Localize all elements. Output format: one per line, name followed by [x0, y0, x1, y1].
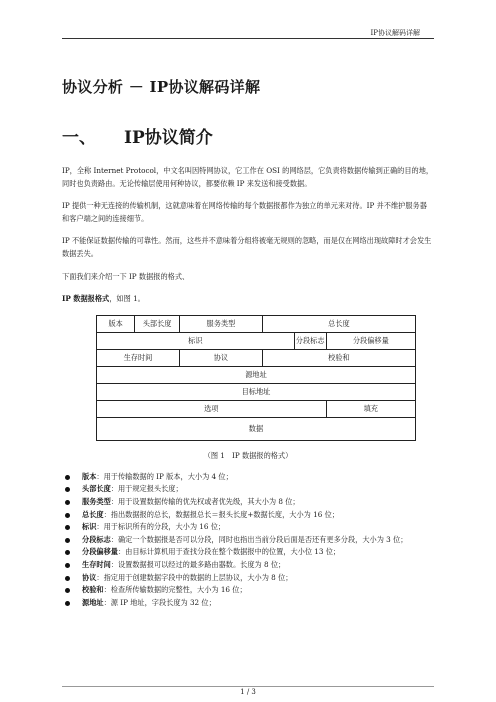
field-desc: ：检查所传输数据的完整性，大小为 16 位； — [103, 585, 247, 595]
table-row — [97, 332, 416, 349]
table-cell: 数据 — [97, 417, 416, 440]
field-name: 版本 — [82, 471, 97, 481]
table-cell: 目标地址 — [97, 383, 416, 400]
table-cell: 分段偏移量 — [326, 332, 415, 349]
section-heading — [62, 123, 434, 148]
field-desc: ：用于设置数据传输的优先权或者优先级，其大小为 8 位； — [110, 496, 300, 506]
field-name: 服务类型 — [82, 496, 111, 506]
field-desc: ：用于标识所有的分段，大小为 16 位； — [96, 522, 226, 532]
section-number: 一、 — [62, 128, 96, 148]
list-item — [62, 597, 434, 610]
bullet-icon — [65, 550, 70, 555]
table-row — [97, 400, 416, 417]
bullet-icon — [65, 563, 70, 568]
table-row — [97, 383, 416, 400]
bullet-icon — [65, 588, 70, 593]
paragraph-intro: IP，全称 Internet Protocol，中文名叫因特网协议，它工作在 OSI 的网络层，它负责将数据传输到正确的目的地，同时也负责路由。无论传输层使用何种协议，都要依赖 IP 来发送和接受数据。 — [62, 166, 434, 188]
bullet-icon — [65, 475, 70, 480]
field-name: 分段偏移量 — [82, 547, 118, 557]
field-name: 标识 — [82, 522, 97, 532]
field-desc: ：确定一个数据报是否可以分段，同时也指出当前分段后面是否还有更多分段，大小为 3 位； — [110, 534, 408, 544]
table-row — [97, 349, 416, 366]
field-desc: ：用于规定报头长度； — [110, 484, 183, 494]
list-item — [62, 496, 434, 509]
bullet-icon — [65, 513, 70, 518]
list-item — [62, 483, 434, 496]
list-item — [62, 521, 434, 534]
field-name: 头部长度 — [82, 484, 111, 494]
table-cell: 生存时间 — [97, 349, 180, 366]
field-desc: ：指出数据报的总长，数据报总长＝报头长度+数据长度，大小为 16 位； — [103, 509, 339, 519]
footer-rule — [62, 686, 434, 687]
list-item — [62, 534, 434, 547]
paragraph-connectionless: IP 提供一种无连接的传输机制，这就意味着在网络传输的每个数据报都作为独立的单元来对待。IP 并不维护服务器和客户端之间的连接细节。 — [62, 201, 427, 223]
bullet-icon — [65, 601, 70, 606]
list-item — [62, 471, 434, 484]
table-cell: 分段标志 — [294, 332, 326, 349]
table-cell: 协议 — [179, 349, 262, 366]
figure-caption: （图 1 IP 数据报的格式） — [203, 450, 293, 460]
field-name: 分段标志 — [82, 534, 111, 544]
table-row — [97, 417, 416, 440]
format-intro-bold: IP 数据报格式 — [62, 294, 110, 304]
header-rule — [62, 38, 434, 39]
table-cell: 标识 — [97, 332, 295, 349]
paragraph-format-lead: 下面我们来介绍一下 IP 数据报的格式、 — [62, 271, 190, 281]
ip-header-table — [96, 315, 416, 441]
bullet-icon — [65, 500, 70, 505]
table-cell: 选项 — [97, 400, 327, 417]
list-item — [62, 572, 434, 585]
format-intro-rest: ，如图 1。 — [109, 294, 145, 304]
field-name: 生存时间 — [82, 559, 111, 569]
field-name: 校验和 — [82, 585, 104, 595]
field-desc: ：由目标计算机用于查找分段在整个数据报中的位置，大小位 13 位； — [117, 547, 341, 557]
table-cell: 校验和 — [262, 349, 415, 366]
list-item — [62, 546, 434, 559]
field-list — [62, 471, 434, 610]
table-row — [97, 315, 416, 332]
paragraph-reliability: IP 不能保证数据传输的可靠性。然而，这些并不意味着分组将被毫无规则的忽略，而是仅在网络出现故障时才会发生数据丢失。 — [62, 236, 432, 258]
table-cell: 源地址 — [97, 366, 416, 383]
bullet-icon — [65, 576, 70, 581]
field-desc: ：设置数据报可以经过的最多路由器数。长度为 8 位； — [110, 559, 286, 569]
table-cell: 头部长度 — [135, 315, 180, 332]
field-desc: ：源 IP 地址，字段长度为 32 位； — [103, 597, 216, 607]
page-number: 1 / 3 — [240, 688, 256, 696]
table-cell: 填充 — [326, 400, 415, 417]
table-row — [97, 366, 416, 383]
document-title: 协议分析 － IP协议解码详解 — [62, 78, 261, 96]
paragraph-format-intro — [62, 293, 434, 306]
bullet-icon — [65, 487, 70, 492]
table-cell: 服务类型 — [179, 315, 262, 332]
field-name: 源地址 — [82, 597, 104, 607]
field-desc: ：用于传输数据的 IP 版本，大小为 4 位； — [96, 471, 233, 481]
bullet-icon — [65, 538, 70, 543]
field-desc: ：指定用于创建数据字段中的数据的上层协议，大小为 8 位； — [96, 572, 293, 582]
field-name: 协议 — [82, 572, 97, 582]
table-cell: 版本 — [97, 315, 135, 332]
table-cell: 总长度 — [262, 315, 415, 332]
page-content — [62, 76, 434, 609]
running-header: IP协议解码详解 — [370, 29, 420, 37]
bullet-icon — [65, 525, 70, 530]
list-item — [62, 559, 434, 572]
field-name: 总长度 — [82, 509, 104, 519]
section-title: IP协议简介 — [124, 128, 213, 148]
list-item — [62, 509, 434, 522]
list-item — [62, 584, 434, 597]
